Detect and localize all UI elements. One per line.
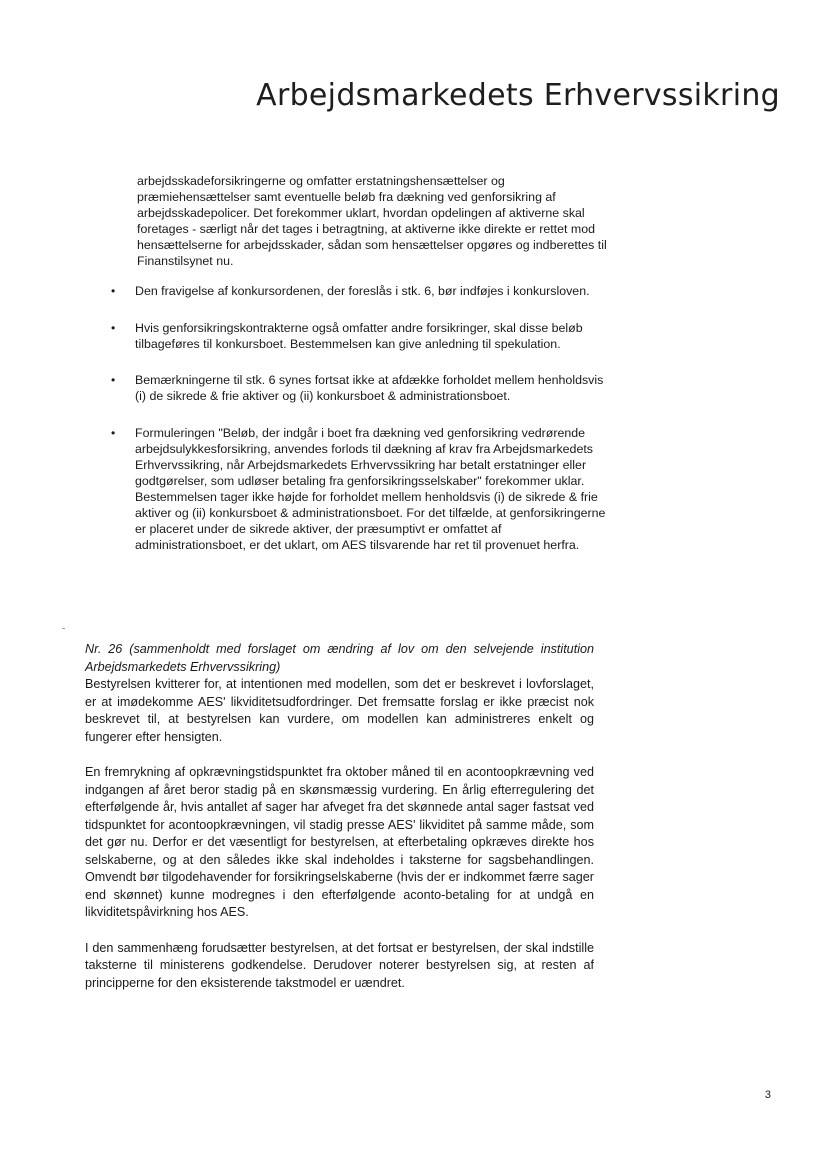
bullet-icon: • <box>111 373 116 387</box>
bullet-text: Bemærkningerne til stk. 6 synes fortsat ikke at afdække forholdet mellem henholdsvis (i) de sikrede & frie aktiver og (ii) konkursboet & administrationsboet. <box>135 373 604 403</box>
bullet-icon: • <box>111 426 116 440</box>
list-item <box>111 283 611 299</box>
page-number: 3 <box>764 1089 771 1101</box>
margin-mark <box>62 628 65 629</box>
section-nr-26 <box>85 641 594 992</box>
section-heading: Nr. 26 (sammenholdt med forslaget om ændring af lov om den selvejende institution Arbejdsmarkedets Erhvervssikring) <box>85 642 594 674</box>
paragraph: Bestyrelsen kvitterer for, at intentionen med modellen, som det er beskrevet i lovforslaget, er at imødekomme AES' likviditetsudfordringer. Det fremsatte forslag er ikke præcist nok beskrevet til, at bestyrelsen kan vurdere, om modellen kan administreres enkelt og fungerer efter hensigten. <box>85 677 594 744</box>
bullet-icon: • <box>111 321 116 335</box>
paragraph-spacer <box>85 922 594 940</box>
bullet-text: Den fravigelse af konkursordenen, der foreslås i stk. 6, bør indføjes i konkursloven. <box>135 284 590 298</box>
bullet-icon: • <box>111 284 116 298</box>
bullet-text: Formuleringen "Beløb, der indgår i boet fra dækning ved genforsikring vedrørende arbejdsulykkesforsikring, anvendes forlods til dækning af krav fra Arbejdsmarkedets Erhvervssikring, når Arbejdsmarkedets Erhvervssikring har betalt erstatninger eller godtgørelser, som udløser betaling fra genforsikringsselskaber" forekommer uklar. Bestemmelsen tager ikke højde for forholdet mellem henholdsvis (i) de sikrede & frie aktiver og (ii) konkursboet & administrationsboet. For det tilfælde, at genforsikringerne er placeret under de sikrede aktiver, der præsumptivt er omfattet af administrationsboet, er det uklart, om AES tilsvarende har ret til provenuet herfra. <box>135 426 606 552</box>
organization-title: Arbejdsmarkedets Erhvervssikring <box>256 78 780 113</box>
continuation-paragraph: arbejdsskadeforsikringerne og omfatter erstatningshensættelser og præmiehensættelser samt eventuelle beløb fra dækning ved genforsikring af arbejdsskadepolicer. Det forekommer uklart, hvordan opdelingen af aktiverne skal foretages - særligt når det tages i betragtning, at aktiverne ikke direkte er rettet mod hensættelserne for arbejdsskader, sådan som hensættelser opgøres og indberettes til Finanstilsynet nu. <box>137 174 607 268</box>
list-item <box>111 372 611 404</box>
bullet-text: Hvis genforsikringskontrakterne også omfatter andre forsikringer, skal disse beløb tilbageføres til konkursboet. Bestemmelsen kan give anledning til spekulation. <box>135 321 583 351</box>
bullet-list <box>111 283 611 553</box>
paragraph: I den sammenhæng forudsætter bestyrelsen, at det fortsat er bestyrelsen, der skal indstille taksterne til ministerens godkendelse. Derudover noterer bestyrelsen sig, at resten af principperne for den eksisterende takstmodel er uændret. <box>85 940 594 990</box>
paragraph-spacer <box>85 746 594 764</box>
list-item <box>111 425 611 553</box>
paragraph: En fremrykning af opkrævningstidspunktet fra oktober måned til en acontoopkrævning ved indgangen af året beror stadig på en skønsmæssig vurdering. En årlig efterregulering det efterfølgende år, hvis antallet af sager har afveget fra det skønnede antal sager fastsat ved tidspunktet for acontoopkrævningen, vil stadig presse AES' likviditet på samme måde, som det gør nu. Derfor er det væsentligt for bestyrelsen, at efterbetaling opkræves direkte hos selskaberne, og at den således ikke skal indeholdes i taksterne for sagsbehandlingen. Omvendt bør tilgodehavender for forsikringselskaberne (hvis der er indkommet færre sager end skønnet) kunne modregnes i den efterfølgende aconto-betaling for at undgå en likviditetspåvirkning hos AES. <box>85 765 594 919</box>
list-item <box>111 320 611 352</box>
